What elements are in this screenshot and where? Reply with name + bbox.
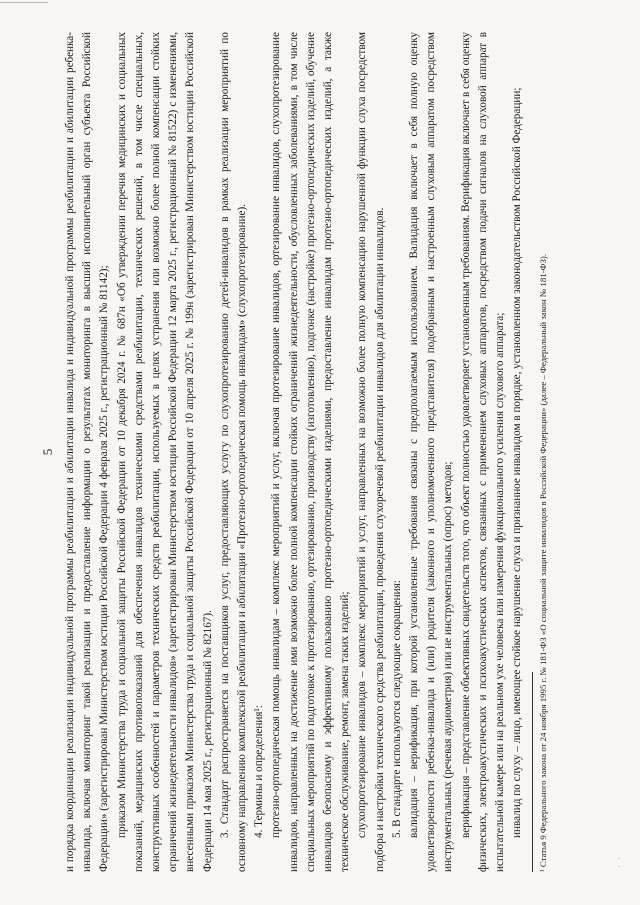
paragraph: слухопротезирование инвалидов – комплекс мероприятий и услуг, направленных на возможно более полную компенсацию нарушенной функции слуха посредством подбора и настройки технического средства реабилитации, проведения слухоречевой реабилитации инвалидов для абилитации инвалидов. xyxy=(356,32,386,872)
page-number: 5 xyxy=(40,448,55,456)
paragraph: приказом Министерства труда и социальной защиты Российской Федерации от 10 декабря 2024 г. № 687н «Об утверждении перечня медицинских и социальных показаний, медицинских противопоказаний для обеспечения инвалидов техническими средствами реабилитации, технических решений, в том числе специальных, конструктивных особенностей и параметров технических средств реабилитации, используемых в целях устранения или возможно более полной компенсации стойких ограничений жизнедеятельности инвалидов» (зарегистрирован Министерством юстиции Российской Федерации 12 марта 2025 г., регистрационный № 81522) с изменениями, внесенными приказом Министерства труда и социальной защиты Российской Федерации от 10 апреля 2025 г. № 199н (зарегистрирован Министерством юстиции Российской Федерации 14 мая 2025 г., регистрационный № 82167). xyxy=(115,32,214,872)
paragraph: верификация – представление объективных свидетельств того, что объект полностью удовлетворяет установленным требованиям. Верификация включает в себя оценку физических, электроакустических и психоакустических аспектов, связанных с применением слуховых аппаратов, посредством подачи сигналов на слуховой аппарат в испытательной камере или на реальном ухе человека или измерения функционального усиления слухового аппарата; xyxy=(459,32,507,872)
scan-margin-marks: ∙ · xyxy=(618,855,621,871)
paragraph: инвалид по слуху – лицо, имеющее стойкое нарушение слуха и признанное инвалидом в порядке, установленном законодательством Российской Федерации; xyxy=(511,87,524,838)
paragraph: 4. Термины и определения¹: xyxy=(253,705,266,838)
footnote-divider xyxy=(532,672,533,872)
scan-edge-line xyxy=(0,2,48,3)
paragraph: протезно-ортопедическая помощь инвалидам – комплекс мероприятий и услуг, включая протезирование инвалидов, ортезирование инвалидов, слухопротезирование инвалидов, направленных на достижение ими возможно более полной компенсации стойких ограничений жизнедеятельности, обусловленных заболеваниями, в том числе специальных мероприятий по подготовке к протезированию, ортезированию, производству (изготовлению), подгонке (настройке) протезно-ортопедических изделий, обучение инвалидов безопасному и эффективному пользованию протезно-ортопедическими изделиями, предоставление инвалидам протезно-ортопедических изделий, а также техническое обслуживание, ремонт, замена таких изделий; xyxy=(270,32,352,872)
paragraph: валидация – верификация, при которой установленные требования связаны с предполагаемым использованием. Валидация включает в себя полную оценку удовлетворенности ребенка-инвалида и (или) родителя (законного и уполномоченного представителя) подобранным и настроенным слуховым аппаратом посредством инструментальных (речевая аудиометрия) или не инструментальных (опрос) методов; xyxy=(408,32,455,872)
rotated-document-content xyxy=(40,32,600,872)
paragraph: и порядка координации реализации индивидуальной программы реабилитации и абилитации инвалида и индивидуальной программы реабилитации и абилитации ребенка-инвалида, включая мониторинг такой реализации и предоставление информации о результатах мониторинга в высший исполнительный орган субъекта Российской Федерации» (зарегистрирован Министерством юстиции Российской Федерации 4 февраля 2025 г., регистрационный № 81142); xyxy=(64,32,111,872)
footnote: ¹ Статья 9 Федерального закона от 24 ноября 1995 г. № 181-ФЗ «О социальной защите инвалидов в Российской Федерации» (далее – Федеральный закон № 181-ФЗ). xyxy=(538,253,549,872)
document-body xyxy=(62,32,526,872)
paragraph: 3. Стандарт распространяется на поставщиков услуг, предоставляющих услугу по слухопротезированию детей-инвалидов в рамках реализации мероприятий по основному направлению комплексной реабилитации и абилитации «Протезно-ортопедическая помощь инвалидам» (слухопротезирование). xyxy=(218,32,249,872)
paragraph: 5. В стандарте используются следующие сокращения: xyxy=(390,580,403,838)
